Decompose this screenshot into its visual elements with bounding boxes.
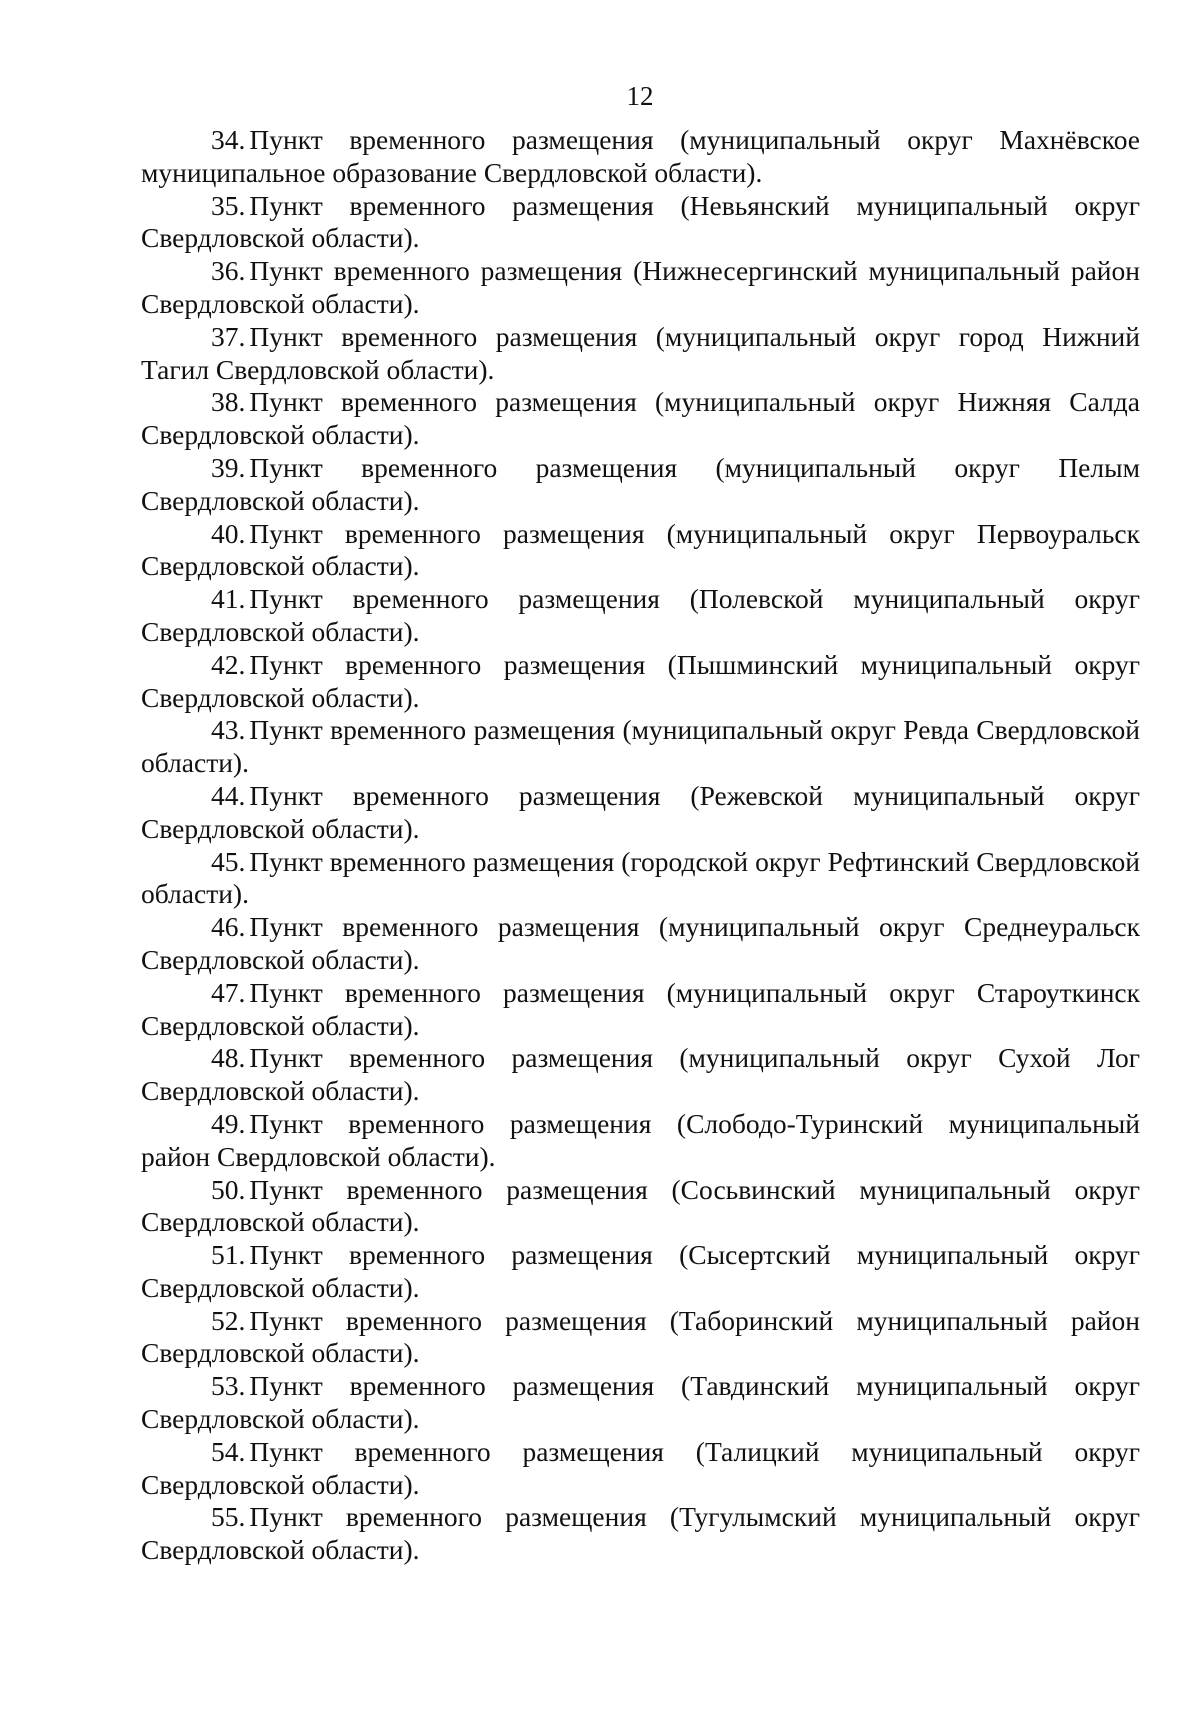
list-item xyxy=(141,1370,1140,1436)
list-item xyxy=(141,583,1140,649)
list-item xyxy=(141,1108,1140,1174)
item-text: Пункт временного размещения (Сысертский муниципальный округ Свердловской области). xyxy=(141,1239,1140,1303)
list-item xyxy=(141,124,1140,190)
list-item xyxy=(141,452,1140,518)
item-text: Пункт временного размещения (Слободо-Туринский муниципальный район Свердловской области). xyxy=(141,1107,1140,1172)
item-number: 42. xyxy=(211,648,246,680)
item-text: Пункт временного размещения (Нижнесергинский муниципальный район Свердловской области). xyxy=(141,255,1140,319)
item-text: Пункт временного размещения (муниципальный округ Махнёвское муниципальное образование Свердловской области). xyxy=(141,124,1140,188)
item-number: 49. xyxy=(211,1107,246,1139)
list-item xyxy=(141,1042,1140,1108)
item-number: 50. xyxy=(211,1173,246,1205)
item-number: 51. xyxy=(211,1239,246,1271)
list-item xyxy=(141,649,1140,715)
item-number: 48. xyxy=(211,1042,246,1074)
item-text: Пункт временного размещения (муниципальный округ Пелым Свердловской области). xyxy=(141,451,1140,516)
list-item xyxy=(141,1501,1140,1567)
list-item xyxy=(141,911,1140,977)
item-text: Пункт временного размещения (муниципальный округ Среднеуральск Свердловской области). xyxy=(141,911,1140,975)
list-item xyxy=(141,386,1140,452)
list-item xyxy=(141,518,1140,584)
list-item xyxy=(141,846,1140,912)
item-text: Пункт временного размещения (городской округ Рефтинский Свердловской области). xyxy=(141,845,1140,910)
item-number: 40. xyxy=(211,517,246,549)
item-number: 46. xyxy=(211,911,246,943)
item-text: Пункт временного размещения (Тавдинский муниципальный округ Свердловской области). xyxy=(141,1370,1140,1435)
item-number: 36. xyxy=(211,255,246,287)
item-text: Пункт временного размещения (Сосьвинский муниципальный округ Свердловской области). xyxy=(141,1173,1140,1238)
list-item xyxy=(141,714,1140,780)
item-list xyxy=(141,124,1140,1567)
item-text: Пункт временного размещения (Талицкий муниципальный округ Свердловской области). xyxy=(141,1435,1140,1500)
page-number: 12 xyxy=(626,81,654,111)
item-number: 45. xyxy=(211,845,246,877)
item-number: 41. xyxy=(211,583,246,615)
item-number: 52. xyxy=(211,1304,246,1336)
item-text: Пункт временного размещения (Невьянский муниципальный округ Свердловской области). xyxy=(141,189,1140,254)
item-number: 34. xyxy=(211,124,246,155)
item-number: 37. xyxy=(211,320,246,352)
list-item xyxy=(141,1305,1140,1371)
list-item xyxy=(141,1174,1140,1240)
item-text: Пункт временного размещения (Полевской муниципальный округ Свердловской области). xyxy=(141,583,1140,647)
list-item xyxy=(141,321,1140,387)
item-number: 35. xyxy=(211,189,246,221)
item-text: Пункт временного размещения (муниципальный округ Нижняя Салда Свердловской области). xyxy=(141,386,1140,451)
item-text: Пункт временного размещения (Таборинский муниципальный район Свердловской области). xyxy=(141,1304,1140,1369)
item-text: Пункт временного размещения (муниципальный округ город Нижний Тагил Свердловской области). xyxy=(141,320,1140,385)
list-item xyxy=(141,255,1140,321)
list-item xyxy=(141,190,1140,256)
item-text: Пункт временного размещения (муниципальный округ Ревда Свердловской области). xyxy=(141,714,1140,779)
item-text: Пункт временного размещения (муниципальный округ Сухой Лог Свердловской области). xyxy=(141,1042,1140,1107)
item-text: Пункт временного размещения (Пышминский муниципальный округ Свердловской области). xyxy=(141,648,1140,713)
item-number: 43. xyxy=(211,714,246,746)
item-number: 47. xyxy=(211,976,246,1008)
item-text: Пункт временного размещения (Режевской муниципальный округ Свердловской области). xyxy=(141,779,1140,844)
list-item xyxy=(141,977,1140,1043)
list-item xyxy=(141,1239,1140,1305)
list-item xyxy=(141,780,1140,846)
item-number: 44. xyxy=(211,779,246,811)
item-number: 55. xyxy=(211,1501,246,1533)
item-number: 38. xyxy=(211,386,246,418)
item-number: 54. xyxy=(211,1435,246,1467)
item-text: Пункт временного размещения (муниципальный округ Староуткинск Свердловской области). xyxy=(141,976,1140,1041)
item-text: Пункт временного размещения (муниципальный округ Первоуральск Свердловской области). xyxy=(141,517,1140,582)
item-number: 53. xyxy=(211,1370,246,1402)
list-item xyxy=(141,1436,1140,1502)
item-number: 39. xyxy=(211,451,246,483)
item-text: Пункт временного размещения (Тугулымский муниципальный округ Свердловской области). xyxy=(141,1501,1140,1566)
